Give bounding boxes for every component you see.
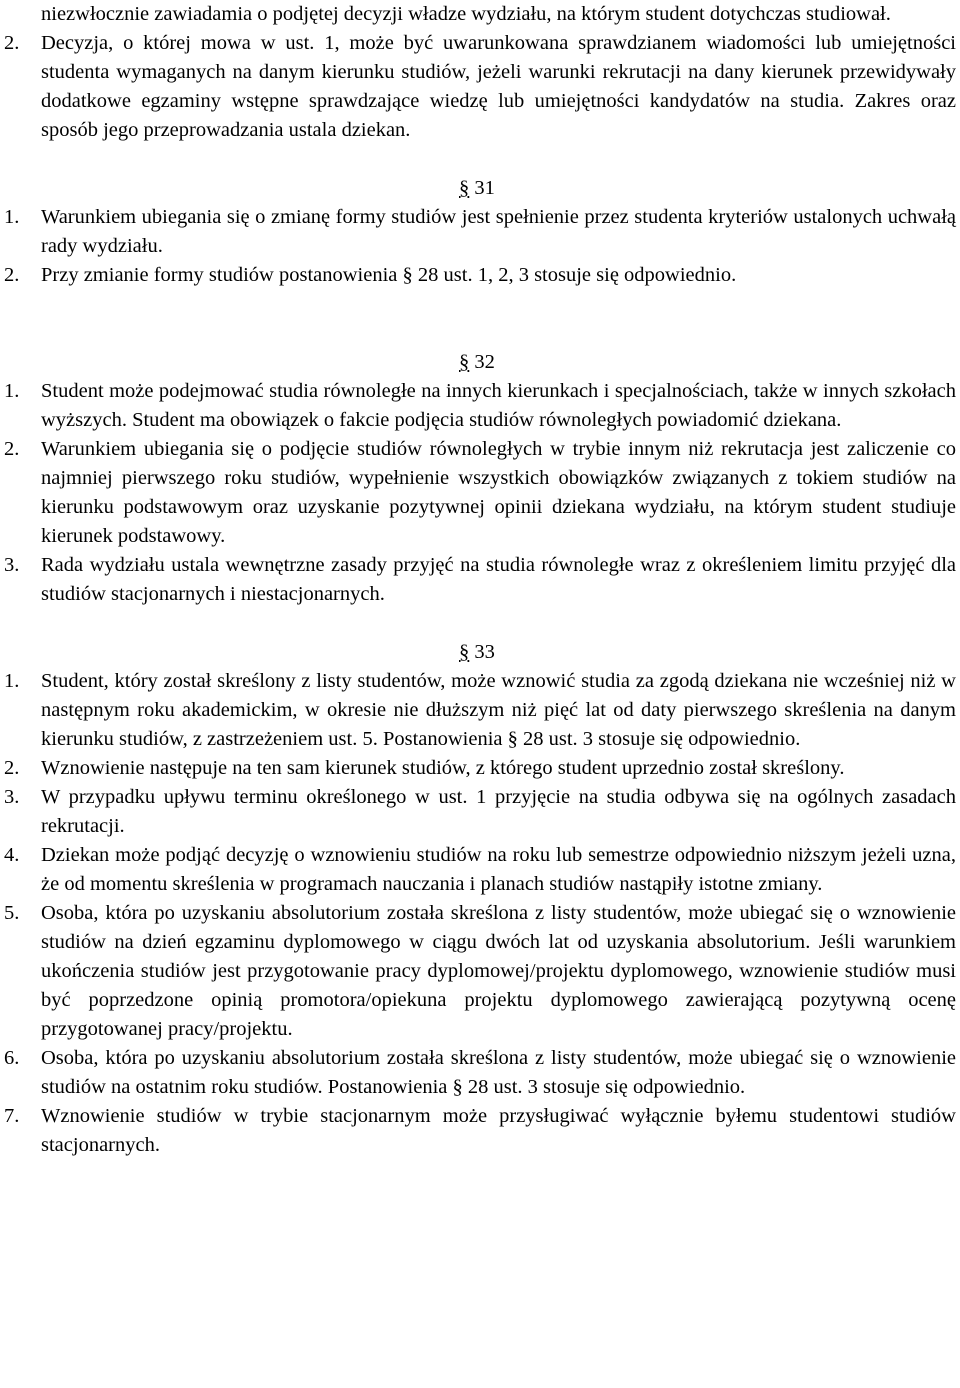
list-item <box>4 377 956 435</box>
item-number: 2. <box>4 264 20 286</box>
list-item <box>4 667 956 754</box>
item-number: 3. <box>4 554 20 576</box>
item-number: 7. <box>4 1105 20 1127</box>
item-number: 2. <box>4 757 20 779</box>
list-item <box>4 435 956 551</box>
item-text: Decyzja, o której mowa w ust. 1, może być uwarunkowana sprawdzianem wiadomości lub umiejętności studenta wymaganych na danym kierunku studiów, jeżeli warunki rekrutacji na dany kierunek przewidywały dodatkowe egzaminy wstępne sprawdzające wiedzę lub umiejętności kandydatów na studia. Zakres oraz sposób jego przeprowadzania ustala dziekan. <box>41 32 956 141</box>
item-text: Osoba, która po uzyskaniu absolutorium została skreślona z listy studentów, może ubiegać się o wznowienie studiów na dzień egzaminu dyplomowego w ciągu dwóch lat od uzyskania absolutorium. Jeśli warunkiem ukończenia studiów jest przygotowanie pracy dyplomowej/projektu dyplomowego, wznowienie studiów musi być poprzedzone opinią promotora/opiekuna projektu dyplomowego zawierającą pozytywną ocenę przygotowanej pracy/projektu. <box>41 902 956 1040</box>
item-number: 3. <box>4 786 20 808</box>
item-text: Osoba, która po uzyskaniu absolutorium została skreślona z listy studentów, może ubiegać się o wznowienie studiów na ostatnim roku studiów. Postanowienia § 28 ust. 3 stosuje się odpowiednio. <box>41 1047 956 1098</box>
section-symbol: § <box>459 177 470 199</box>
list-item <box>4 899 956 1044</box>
item-text: Student może podejmować studia równoległe na innych kierunkach i specjalnościach, także w innych szkołach wyższych. Student ma obowiązek o fakcie podjęcia studiów równoległych powiadomić dziekana. <box>41 380 956 431</box>
item-number: 2. <box>4 438 20 460</box>
section-symbol: § <box>459 351 470 373</box>
list-item <box>4 203 956 261</box>
item-text: Wznowienie studiów w trybie stacjonarnym może przysługiwać wyłącznie byłemu studentowi studiów stacjonarnych. <box>41 1105 956 1156</box>
item-text: Dziekan może podjąć decyzję o wznowieniu studiów na roku lub semestrze odpowiednio niższym jeżeli uzna, że od momentu skreślenia w programach nauczania i planach studiów nastąpiły istotne zmiany. <box>41 844 956 895</box>
item-number: 6. <box>4 1047 20 1069</box>
list-item <box>4 783 956 841</box>
section-symbol: § <box>459 641 470 663</box>
item-number: 4. <box>4 844 20 866</box>
item-text: Przy zmianie formy studiów postanowienia § 28 ust. 1, 2, 3 stosuje się odpowiednio. <box>41 264 737 286</box>
section-heading-33 <box>4 638 956 667</box>
section-heading-31 <box>4 174 956 203</box>
item-text: Warunkiem ubiegania się o zmianę formy studiów jest spełnienie przez studenta kryteriów ustalonych uchwałą rady wydziału. <box>41 206 956 257</box>
item-number: 5. <box>4 902 20 924</box>
lead-paragraph: niezwłocznie zawiadamia o podjętej decyzji władze wydziału, na którym student dotychczas studiował. <box>41 3 891 25</box>
section-number: 32 <box>469 351 495 373</box>
lead-item <box>4 29 956 145</box>
document-page <box>4 0 956 1160</box>
item-text: Rada wydziału ustala wewnętrzne zasady przyjęć na studia równoległe wraz z określeniem limitu przyjęć dla studiów stacjonarnych i niestacjonarnych. <box>41 554 956 605</box>
item-text: Student, który został skreślony z listy studentów, może wznowić studia za zgodą dziekana nie wcześniej niż w następnym roku akademickim, w okresie nie dłuższym niż pięć lat od daty pierwszego skreślenia na danym kierunku studiów, z zastrzeżeniem ust. 5. Postanowienia § 28 ust. 3 stosuje się odpowiednio. <box>41 670 956 750</box>
list-item <box>4 1044 956 1102</box>
list-item <box>4 261 956 290</box>
item-number: 2. <box>4 32 20 54</box>
item-text: Wznowienie następuje na ten sam kierunek studiów, z którego student uprzednio został skreślony. <box>41 757 845 779</box>
item-number: 1. <box>4 670 20 692</box>
section-number: 33 <box>469 641 495 663</box>
item-number: 1. <box>4 206 20 228</box>
section-heading-32 <box>4 348 956 377</box>
list-item <box>4 754 956 783</box>
list-item <box>4 1102 956 1160</box>
item-number: 1. <box>4 380 20 402</box>
list-item <box>4 841 956 899</box>
section-number: 31 <box>469 177 495 199</box>
item-text: W przypadku upływu terminu określonego w ust. 1 przyjęcie na studia odbywa się na ogólnych zasadach rekrutacji. <box>41 786 956 837</box>
list-item <box>4 551 956 609</box>
item-text: Warunkiem ubiegania się o podjęcie studiów równoległych w trybie innym niż rekrutacja jest zaliczenie co najmniej pierwszego roku studiów, wypełnienie wszystkich obowiązków związanych z tokiem studiów na kierunku podstawowym oraz uzyskanie pozytywnej opinii dziekana wydziału, na którym student studiuje kierunek podstawowy. <box>41 438 956 547</box>
